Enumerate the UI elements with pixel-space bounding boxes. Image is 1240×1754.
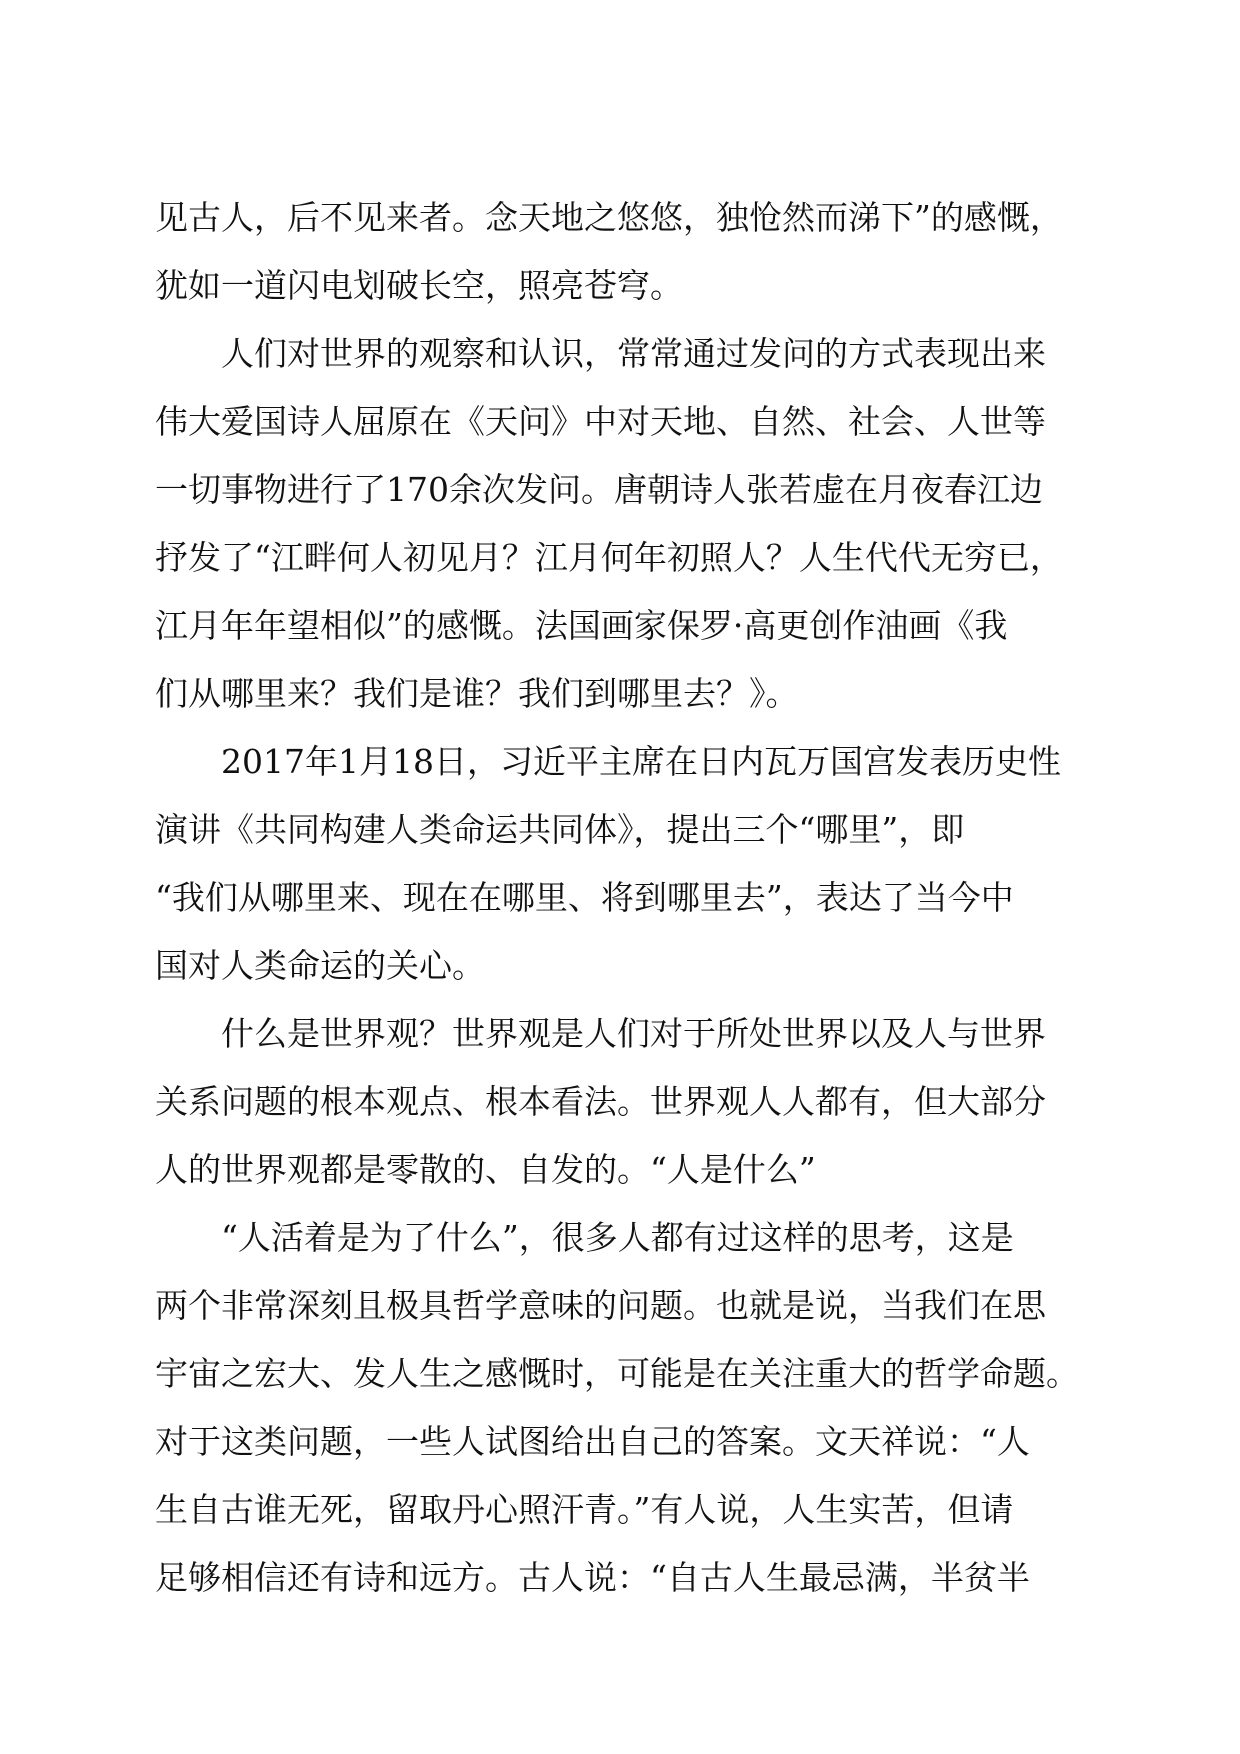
text-line: 生自古谁无死，留取丹心照汗青。”有人说，人生实苦，但请 <box>155 1490 1014 1529</box>
text-line: 宇宙之宏大、发人生之感慨时，可能是在关注重大的哲学命题。 <box>155 1354 1079 1393</box>
text-line: 2017年1月18日，习近平主席在日内瓦万国宫发表历史性 <box>221 742 1061 781</box>
text-line: 两个非常深刻且极具哲学意味的问题。也就是说，当我们在思 <box>155 1286 1046 1325</box>
text-line: 国对人类命运的关心。 <box>155 946 485 985</box>
text-line: 伟大爱国诗人屈原在《天问》中对天地、自然、社会、人世等 <box>155 402 1046 441</box>
text-line: “我们从哪里来、现在在哪里、将到哪里去”，表达了当今中 <box>155 878 1014 917</box>
text-line: 一切事物进行了170余次发问。唐朝诗人张若虚在月夜春江边 <box>155 470 1043 509</box>
document-body <box>155 184 1115 1612</box>
text-line: 对于这类问题，一些人试图给出自己的答案。文天祥说：“人 <box>155 1422 1030 1461</box>
text-line: 关系问题的根本观点、根本看法。世界观人人都有，但大部分 <box>155 1082 1046 1121</box>
text-line: 人们对世界的观察和认识，常常通过发问的方式表现出来 <box>221 334 1046 373</box>
text-line: 犹如一道闪电划破长空，照亮苍穹。 <box>155 266 683 305</box>
text-line: 见古人，后不见来者。念天地之悠悠，独怆然而涕下”的感慨， <box>155 198 1063 237</box>
text-line: 人的世界观都是零散的、自发的。“人是什么” <box>155 1150 816 1189</box>
text-line: 江月年年望相似”的感慨。法国画家保罗·高更创作油画《我 <box>155 606 1008 645</box>
text-line: “人活着是为了什么”，很多人都有过这样的思考，这是 <box>221 1218 1014 1257</box>
text-line: 足够相信还有诗和远方。古人说：“自古人生最忌满，半贫半 <box>155 1558 1030 1597</box>
text-line: 演讲《共同构建人类命运共同体》，提出三个“哪里”，即 <box>155 810 965 849</box>
text-line: 们从哪里来？我们是谁？我们到哪里去？》。 <box>155 674 799 713</box>
text-line: 抒发了“江畔何人初见月？江月何年初照人？人生代代无穷已， <box>155 538 1063 577</box>
text-line: 什么是世界观？世界观是人们对于所处世界以及人与世界 <box>221 1014 1046 1053</box>
